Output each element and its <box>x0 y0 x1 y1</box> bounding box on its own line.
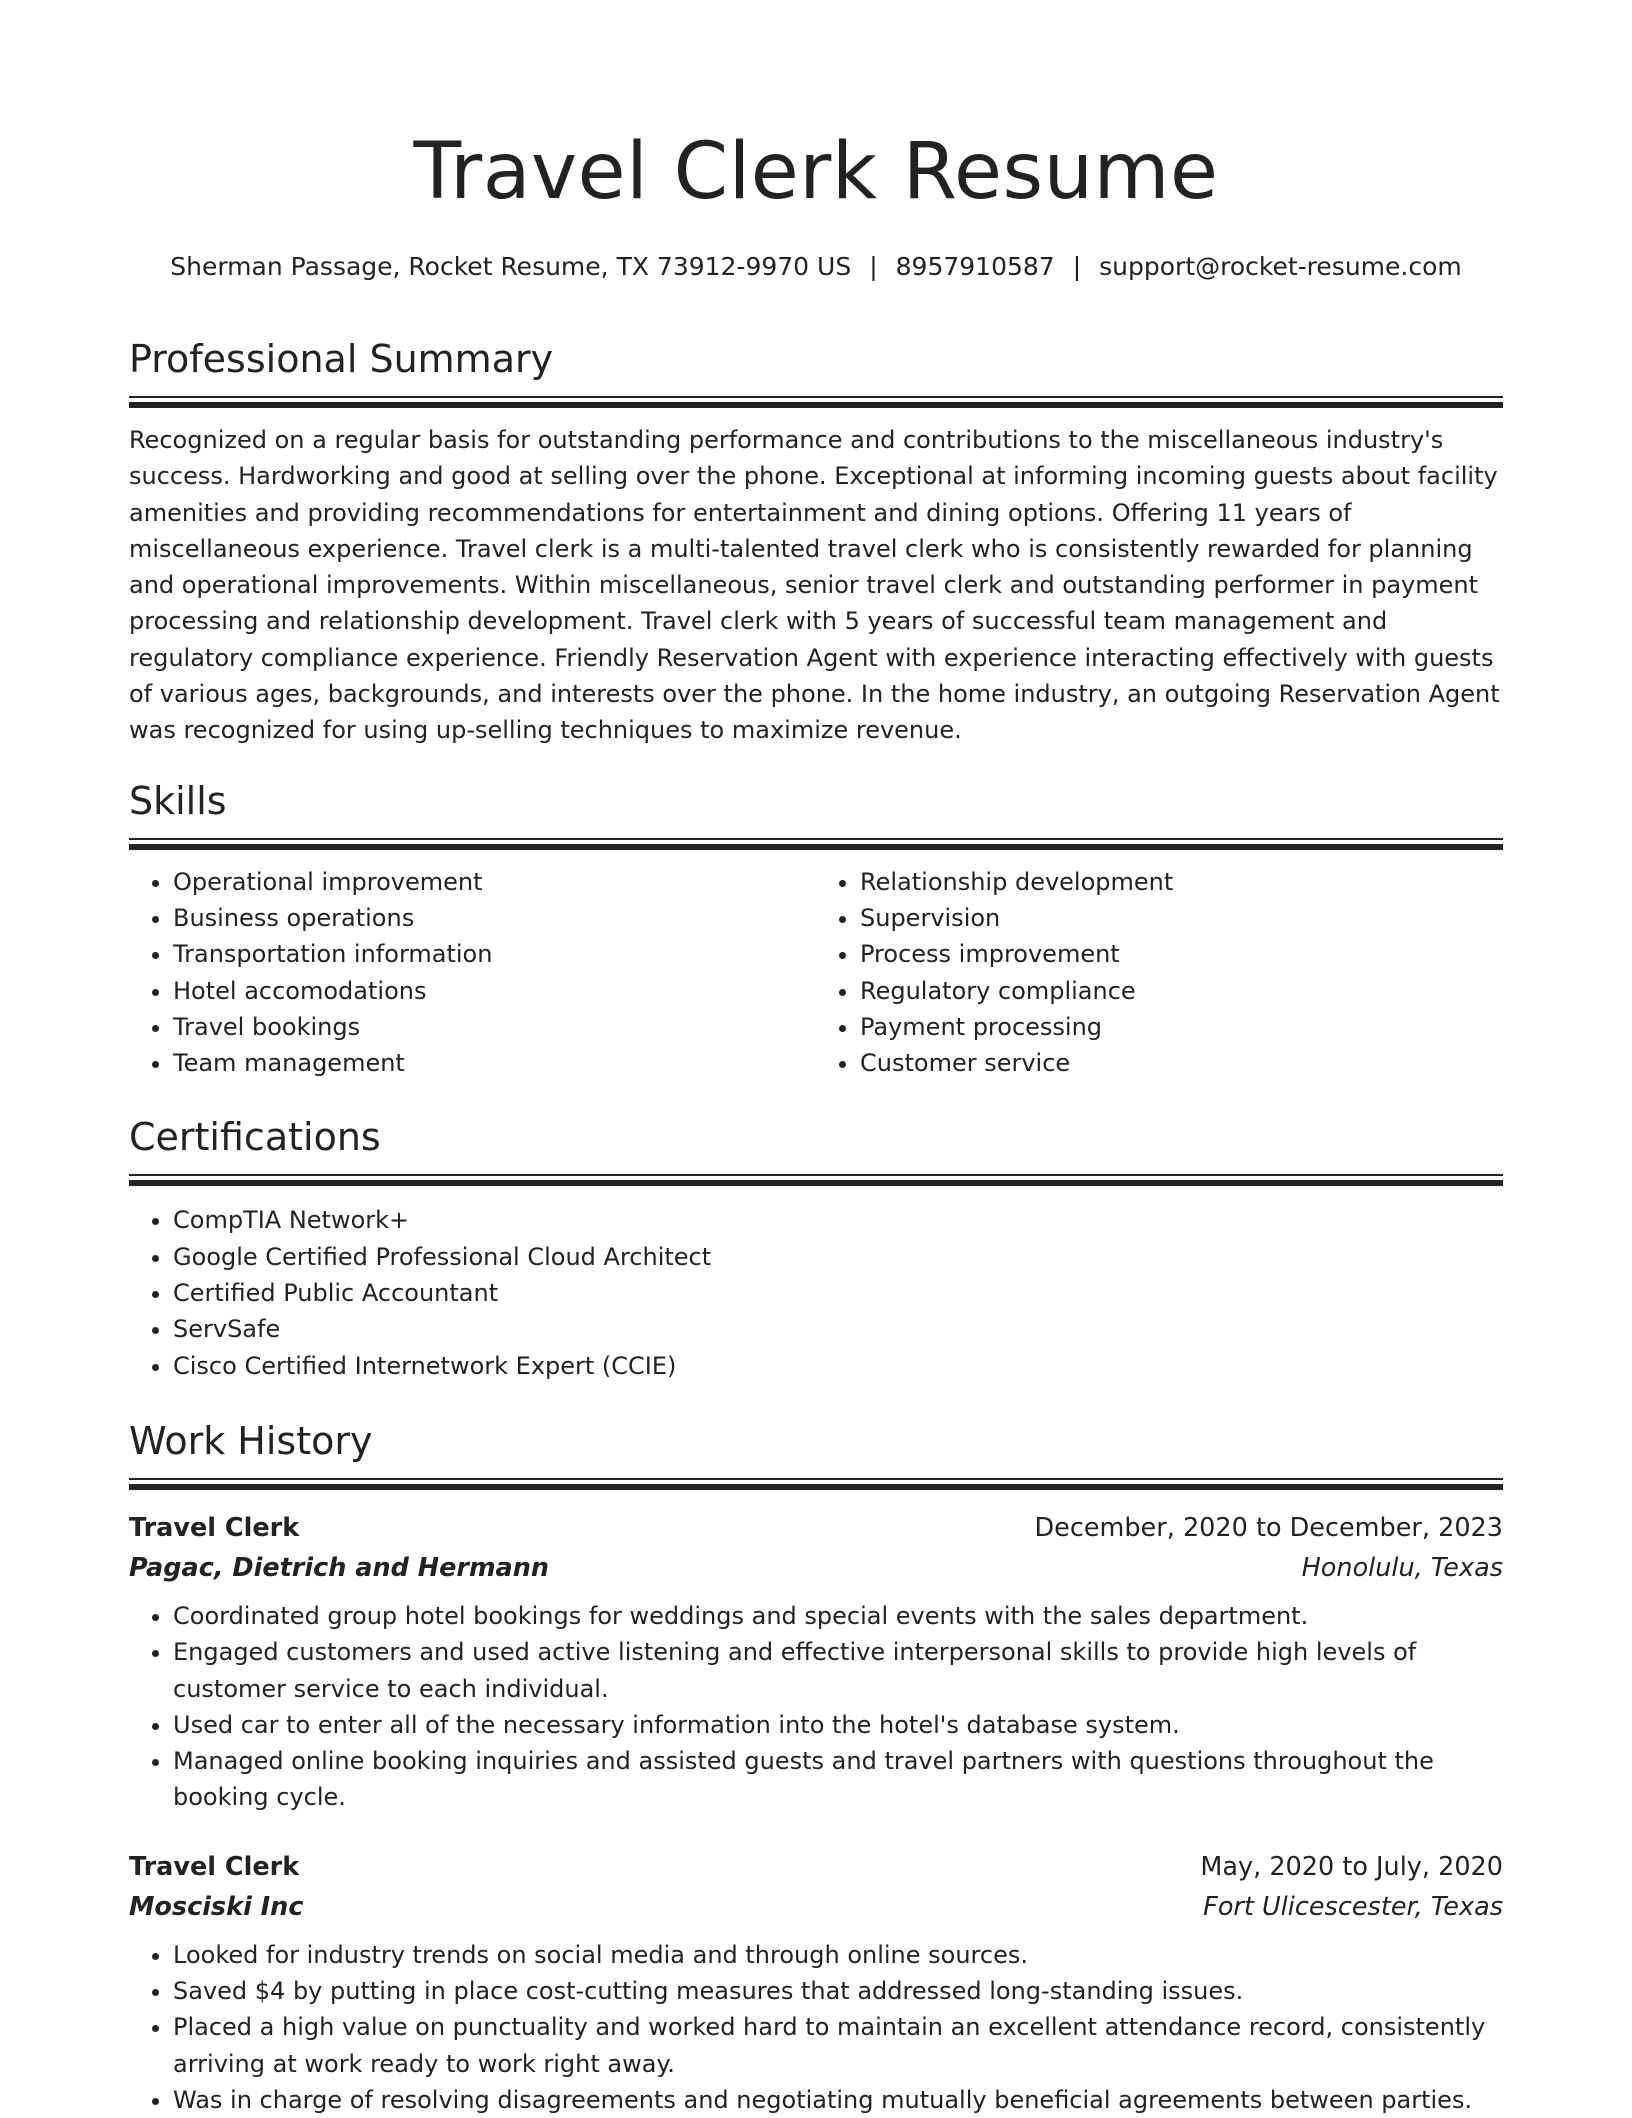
job-bullet: • Used car to enter all of the necessary information into the hotel's database system. <box>173 1707 1503 1743</box>
summary-section <box>129 334 1503 749</box>
certification-item: • Cisco Certified Internetwork Expert (CCIE) <box>173 1348 1503 1384</box>
job-dates: May, 2020 to July, 2020 <box>1200 1851 1503 1882</box>
job-bullet: • Managed online booking inquiries and assisted guests and travel partners with questions throughout the booking cycle. <box>173 1743 1503 1816</box>
contact-line <box>129 250 1503 284</box>
section-divider <box>129 396 1503 408</box>
skills-heading: Skills <box>129 778 227 823</box>
contact-separator: | <box>869 252 878 281</box>
job-bullet: • Saved $4 by putting in place cost-cutting measures that addressed long-standing issues. <box>173 1973 1503 2009</box>
skill-item: • Team management <box>173 1045 816 1081</box>
skill-item: • Supervision <box>860 900 1503 936</box>
job-bullet: • Coordinated group hotel bookings for weddings and special events with the sales department. <box>173 1598 1503 1634</box>
job-company-row <box>129 1548 1503 1588</box>
job-location: Fort Ulicescester, Texas <box>1203 1891 1503 1922</box>
section-divider <box>129 838 1503 850</box>
skill-item: • Business operations <box>173 900 816 936</box>
skills-section <box>129 776 1503 1082</box>
skills-list-right <box>816 864 1503 1082</box>
job-title: Travel Clerk <box>129 1512 300 1543</box>
summary-heading: Professional Summary <box>129 337 554 381</box>
job-bullet: • Engaged customers and used active listening and effective interpersonal skills to provide high levels of customer service to each individual. <box>173 1634 1503 1707</box>
section-divider <box>129 1174 1503 1186</box>
certifications-list <box>129 1202 1503 1383</box>
certification-item: • CompTIA Network+ <box>173 1202 1503 1238</box>
skills-columns <box>129 864 1503 1082</box>
skill-item: • Travel bookings <box>173 1009 816 1045</box>
skill-item: • Process improvement <box>860 936 1503 972</box>
contact-address: Sherman Passage, Rocket Resume, TX 73912-9970 US <box>170 252 852 281</box>
job-bullets <box>129 1598 1503 1816</box>
certification-item: • ServSafe <box>173 1311 1503 1347</box>
skill-item: • Relationship development <box>860 864 1503 900</box>
job-bullet: • Placed a high value on punctuality and worked hard to maintain an excellent attendance record, consistently arriving at work ready to work right away. <box>173 2009 1503 2082</box>
job-bullets <box>129 1937 1503 2118</box>
certifications-section <box>129 1112 1503 1383</box>
work-history-section <box>129 1416 1503 2118</box>
skill-item: • Hotel accomodations <box>173 973 816 1009</box>
contact-phone: 8957910587 <box>895 252 1055 281</box>
job-entry <box>129 1508 1503 1816</box>
contact-email: support@rocket-resume.com <box>1099 252 1462 281</box>
skill-item: • Customer service <box>860 1045 1503 1081</box>
certification-item: • Certified Public Accountant <box>173 1275 1503 1311</box>
section-divider <box>129 1478 1503 1490</box>
job-entry <box>129 1847 1503 2118</box>
skill-item: • Regulatory compliance <box>860 973 1503 1009</box>
summary-text: Recognized on a regular basis for outstanding performance and contributions to the miscellaneous industry's success. Hardworking and good at selling over the phone. Exceptional at informing incoming guests about facility amenities and providing recommendations for entertainment and dining options. Offering 11 years of miscellaneous experience. Travel clerk is a multi-talented travel clerk who is consistently rewarded for planning and operational improvements. Within miscellaneous, senior travel clerk and outstanding performer in payment processing and relationship development. Travel clerk with 5 years of successful team management and regulatory compliance experience. Friendly Reservation Agent with experience interacting effectively with guests of various ages, backgrounds, and interests over the phone. In the home industry, an outgoing Reservation Agent was recognized for using up-selling techniques to maximize revenue. <box>129 426 1500 745</box>
job-bullet: • Was in charge of resolving disagreements and negotiating mutually beneficial agreements between parties. <box>173 2082 1503 2118</box>
job-header-row <box>129 1847 1503 1887</box>
resume-title: Travel Clerk Resume <box>413 127 1219 217</box>
skill-item: • Payment processing <box>860 1009 1503 1045</box>
job-company-row <box>129 1887 1503 1927</box>
certification-item: • Google Certified Professional Cloud Architect <box>173 1239 1503 1275</box>
job-title: Travel Clerk <box>129 1851 300 1882</box>
skill-item: • Operational improvement <box>173 864 816 900</box>
certifications-heading: Certifications <box>129 1115 381 1160</box>
job-bullet: • Looked for industry trends on social media and through online sources. <box>173 1937 1503 1973</box>
job-company: Mosciski Inc <box>129 1891 304 1922</box>
job-dates: December, 2020 to December, 2023 <box>1034 1512 1503 1543</box>
job-company: Pagac, Dietrich and Hermann <box>129 1552 550 1583</box>
skills-list-left <box>129 864 816 1082</box>
contact-separator: | <box>1072 252 1082 281</box>
work-history-heading: Work History <box>129 1418 373 1463</box>
skill-item: • Transportation information <box>173 936 816 972</box>
job-location: Honolulu, Texas <box>1301 1552 1503 1583</box>
job-header-row <box>129 1508 1503 1548</box>
